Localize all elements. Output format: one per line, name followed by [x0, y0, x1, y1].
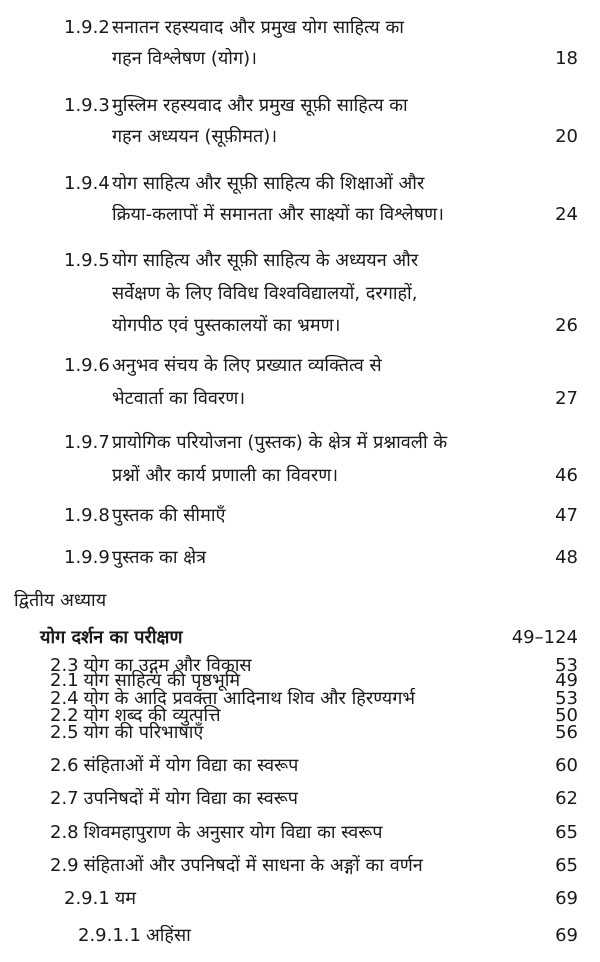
section-number: 2.9.1.1 [78, 925, 141, 946]
section-title: योग का उद्गम और विकास [83, 655, 252, 676]
section-label [50, 851, 423, 881]
entry-title: मुस्लिम रहस्यवाद और प्रमुख सूफ़ी साहित्य का [112, 95, 408, 116]
section-title: योग शब्द की व्युत्पत्ति [83, 705, 221, 726]
toc-entry-line [0, 543, 600, 573]
section-number: 2.7 [50, 788, 79, 809]
toc-entry-line [0, 311, 600, 341]
page-number: 49 [555, 670, 578, 691]
section-number: 2.6 [50, 755, 79, 776]
entry-number: 1.9.3 [64, 95, 110, 116]
page-number: 50 [555, 705, 578, 726]
toc-entry-line [0, 501, 600, 531]
section-title: योग के आदि प्रवक्ता आदिनाथ शिव और हिरण्यगर्भ [83, 688, 416, 709]
toc-entry-line [0, 169, 600, 199]
page-number: 27 [555, 388, 578, 409]
toc-entry-line [0, 122, 600, 152]
toc-section [0, 921, 600, 951]
entry-number: 1.9.8 [64, 505, 110, 526]
chapter-label-row [0, 586, 600, 616]
section-title: शिवमहापुराण के अनुसार योग विद्या का स्वरूप [83, 822, 383, 843]
chapter-title: योग दर्शन का परीक्षण [40, 627, 183, 648]
toc-entry-line [0, 384, 600, 414]
section-number: 2.3 [50, 655, 79, 676]
toc-entry-line [0, 246, 600, 276]
section-number: 2.4 [50, 688, 79, 709]
toc-entry-line [0, 200, 600, 230]
section-label [50, 751, 298, 781]
toc-entry-line [0, 461, 600, 491]
section-number: 2.5 [50, 722, 79, 743]
section-title: यम [114, 888, 137, 909]
section-label [78, 921, 191, 951]
section-title: संहिताओं और उपनिषदों में साधना के अङ्गों का वर्णन [83, 855, 423, 876]
toc-entry-line [0, 91, 600, 121]
page-number: 46 [555, 465, 578, 486]
toc-section [0, 851, 600, 881]
section-number: 2.1 [50, 670, 79, 691]
section-label [50, 684, 415, 714]
section-number: 2.9.1 [64, 888, 110, 909]
toc-section [0, 784, 600, 814]
entry-title: अनुभव संचय के लिए प्रख्यात व्यक्तित्व से [112, 355, 382, 376]
section-label [50, 718, 203, 748]
toc-section [0, 884, 600, 914]
entry-number: 1.9.5 [64, 250, 110, 271]
section-title: अहिंसा [145, 925, 191, 946]
section-label [50, 784, 298, 814]
page-number: 69 [555, 888, 578, 909]
section-title: योग साहित्य की पृष्ठभूमि [83, 670, 241, 691]
section-number: 2.8 [50, 822, 79, 843]
toc-section [0, 651, 600, 681]
toc-entry-line [0, 279, 600, 309]
entry-title: प्रश्नों और कार्य प्रणाली का विवरण। [112, 465, 339, 486]
entry-title: सनातन रहस्यवाद और प्रमुख योग साहित्य का [112, 17, 404, 38]
entry-number: 1.9.6 [64, 355, 110, 376]
page-number: 18 [555, 48, 578, 69]
page-number: 53 [555, 655, 578, 676]
page-number: 62 [555, 788, 578, 809]
section-label [64, 884, 136, 914]
chapter-label: द्वितीय अध्याय [14, 590, 107, 611]
entry-title: योग साहित्य और सूफ़ी साहित्य की शिक्षाओं और [112, 173, 425, 194]
entry-number: 1.9.7 [64, 432, 110, 453]
entry-title: सर्वेक्षण के लिए विविध विश्वविद्यालयों, दरगाहों, [112, 283, 418, 304]
toc-section [0, 718, 600, 748]
section-title: संहिताओं में योग विद्या का स्वरूप [83, 755, 299, 776]
section-label [50, 651, 252, 681]
entry-number: 1.9.2 [64, 17, 110, 38]
page-number: 65 [555, 855, 578, 876]
entry-title: पुस्तक की सीमाएँ [112, 505, 226, 526]
page-number: 20 [555, 126, 578, 147]
page-number: 53 [555, 688, 578, 709]
entry-title: गहन अध्ययन (सूफ़ीमत)। [112, 126, 278, 147]
page-number: 65 [555, 822, 578, 843]
page-number: 24 [555, 204, 578, 225]
section-label [50, 818, 383, 848]
section-title: योग की परिभाषाएँ [83, 722, 204, 743]
page-number: 60 [555, 755, 578, 776]
toc-section [0, 751, 600, 781]
chapter-page-range: 49–124 [511, 627, 578, 648]
chapter-title-row [0, 623, 600, 653]
page-number: 48 [555, 547, 578, 568]
page-number: 56 [555, 722, 578, 743]
entry-number: 1.9.4 [64, 173, 110, 194]
toc-entry-line [0, 44, 600, 74]
entry-number: 1.9.9 [64, 547, 110, 568]
section-number: 2.9 [50, 855, 79, 876]
page-number: 69 [555, 925, 578, 946]
entry-title: प्रायोगिक परियोजना (पुस्तक) के क्षेत्र में प्रश्नावली के [112, 432, 448, 453]
entry-title: योग साहित्य और सूफ़ी साहित्य के अध्ययन और [112, 250, 419, 271]
toc-entry-line [0, 351, 600, 381]
section-number: 2.2 [50, 705, 79, 726]
entry-title: भेटवार्ता का विवरण। [112, 388, 246, 409]
entry-title: क्रिया-कलापों में समानता और साक्ष्यों का विश्लेषण। [112, 204, 444, 225]
entry-title: योगपीठ एवं पुस्तकालयों का भ्रमण। [112, 315, 341, 336]
entry-title: गहन विश्लेषण (योग)। [112, 48, 257, 69]
page-number: 26 [555, 315, 578, 336]
toc-section [0, 818, 600, 848]
section-title: उपनिषदों में योग विद्या का स्वरूप [83, 788, 298, 809]
toc-entry-line [0, 13, 600, 43]
toc-section [0, 684, 600, 714]
toc-entry-line [0, 428, 600, 458]
page-number: 47 [555, 505, 578, 526]
entry-title: पुस्तक का क्षेत्र [112, 547, 207, 568]
